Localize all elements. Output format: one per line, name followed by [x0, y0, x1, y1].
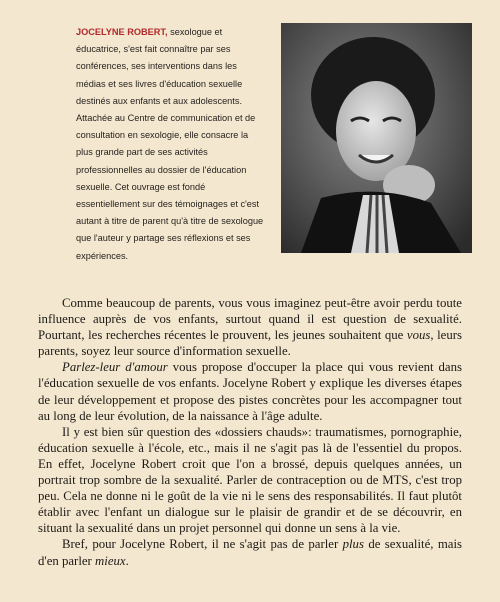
book-title: Parlez-leur d'amour [62, 360, 168, 375]
paragraph-4-emphasis-mieux: mieux [95, 553, 126, 568]
paragraph-4-emphasis-plus: plus [342, 537, 364, 552]
back-cover-text [38, 295, 462, 569]
paragraph-3-text: Il y est bien sûr question des «dossiers chauds»: traumatismes, pornographie, éducation sexuelle à l'école, etc., mais il ne s'agit pas là de l'essentiel du propos. En effet, Jocelyne Robert croit que l'on a brossé, depuis quelques années, un portrait trop sombre de la sexualité. Parler de contraception ou de MTS, c'est trop peu. Cela ne donne ni le goût de la vie ni le sens des responsabilités. Il faut plutôt établir avec l'enfant un dialogue sur le plaisir de grandir et de se découvrir, en situant la sexualité dans un projet personnel qui donne un sens à la vie. [38, 424, 462, 536]
paragraph-2-text: vous propose d'occuper la place qui vous revient dans l'éducation sexuelle de vos enfants. Jocelyne Robert y explique les diverses étapes de leur développement et propose des pistes concrètes pour les accompagner tout au long de leur évolution, de la naissance à l'âge adulte. [38, 360, 462, 423]
paragraph-4-text: Bref, pour Jocelyne Robert, il ne s'agit pas de parler [62, 537, 343, 552]
paragraph-3 [38, 424, 462, 537]
paragraph-1 [38, 295, 462, 359]
author-photo [281, 23, 472, 253]
paragraph-1-text: Comme beaucoup de parents, vous vous imaginez peut-être avoir perdu toute influence auprès de vos enfants, surtout quand il est question de sexualité. Pourtant, les recherches récentes le prouvent, les jeunes souhaitent que [38, 296, 462, 343]
paragraph-1-emphasis: vous [406, 328, 431, 343]
author-bio-text: sexologue et éducatrice, s'est fait connaître par ses conférences, ses interventions dans les médias et ses livres d'éducation sexuelle destinés aux enfants et aux adolescents. Attachée au Centre de communication et de consultation en sexologie, elle consacre la plus grande part de ses activités professionnelles au dossier de l'éducation sexuelle. Cet ouvrage est fondé essentiellement sur des témoignages et c'est autant à titre de parent qu'à titre de sexologue que l'auteur y partage ses réflexions et ses expériences. [76, 27, 264, 261]
author-name: JOCELYNE ROBERT, [76, 27, 168, 37]
paragraph-4-mid: de sexualité, mais d'en parler [38, 537, 462, 568]
paragraph-4-end: . [125, 553, 129, 568]
paragraph-2 [38, 359, 462, 423]
paragraph-4 [38, 536, 462, 568]
author-bio [76, 24, 266, 265]
paragraph-1-end: , leurs parents, soyez leur source d'information sexuelle. [38, 328, 462, 359]
